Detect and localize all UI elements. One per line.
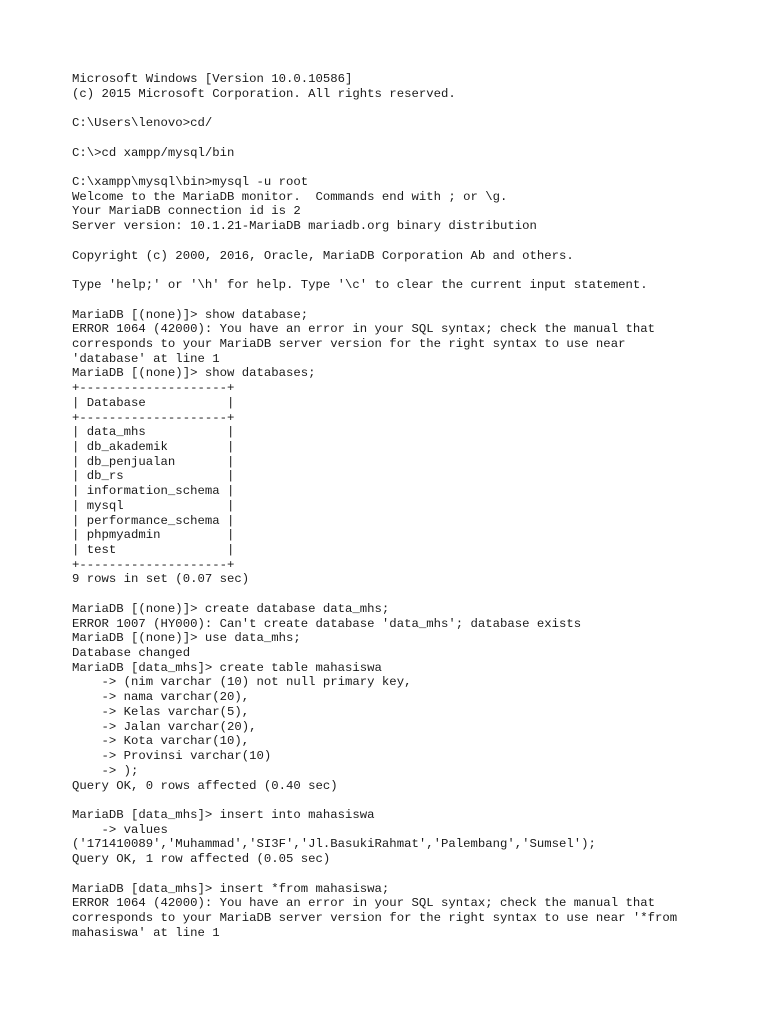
console-line: (c) 2015 Microsoft Corporation. All rights reserved. [72, 86, 456, 101]
console-line [72, 867, 677, 882]
console-line: C:\Users\lenovo>cd/ [72, 116, 213, 131]
console-line: Server version: 10.1.21-MariaDB mariadb.org binary distribution [72, 219, 537, 234]
console-line: -> Provinsi varchar(10) [72, 749, 272, 764]
console-line: MariaDB [(none)]> use data_mhs; [72, 631, 301, 646]
console-line: -> Jalan varchar(20), [72, 719, 257, 734]
console-line: MariaDB [data_mhs]> create table mahasiswa [72, 660, 382, 675]
console-line: +--------------------+ [72, 557, 235, 572]
console-line: Query OK, 1 row affected (0.05 sec) [72, 852, 331, 867]
console-line: Microsoft Windows [Version 10.0.10586] [72, 72, 353, 86]
console-line: +--------------------+ [72, 381, 235, 396]
console-line [72, 234, 677, 249]
console-line: mahasiswa' at line 1 [72, 925, 220, 940]
console-line: ERROR 1064 (42000): You have an error in your SQL syntax; check the manual that [72, 896, 655, 911]
console-line: MariaDB [(none)]> show database; [72, 307, 309, 322]
console-line [72, 101, 677, 116]
console-line: | test | [72, 543, 235, 557]
console-line: Type 'help;' or '\h' for help. Type '\c' to clear the current input statement. [72, 278, 648, 293]
console-line: 'database' at line 1 [72, 351, 220, 366]
console-line: Copyright (c) 2000, 2016, Oracle, MariaDB Corporation Ab and others. [72, 248, 574, 263]
console-line: -> Kelas varchar(5), [72, 704, 250, 719]
console-line: -> nama varchar(20), [72, 690, 250, 705]
console-line [72, 293, 677, 308]
console-line [72, 587, 677, 602]
console-line: Database changed [72, 646, 191, 661]
console-line: -> values [72, 822, 168, 837]
console-line: | db_rs | [72, 469, 235, 484]
console-line: C:\>cd xampp/mysql/bin [72, 145, 235, 160]
console-line [72, 793, 677, 808]
console-transcript [72, 72, 677, 940]
console-line: Your MariaDB connection id is 2 [72, 204, 301, 219]
console-line: | Database | [72, 395, 235, 410]
console-line [72, 131, 677, 146]
console-line: corresponds to your MariaDB server version for the right syntax to use near [72, 336, 626, 351]
console-line: ('171410089','Muhammad','SI3F','Jl.BasukiRahmat','Palembang','Sumsel'); [72, 837, 596, 852]
console-line [72, 160, 677, 175]
console-line: -> Kota varchar(10), [72, 734, 250, 749]
console-line: | mysql | [72, 498, 235, 513]
console-line [72, 263, 677, 278]
console-line: Query OK, 0 rows affected (0.40 sec) [72, 778, 338, 793]
console-line: -> (nim varchar (10) not null primary key, [72, 675, 412, 690]
console-line: ERROR 1064 (42000): You have an error in your SQL syntax; check the manual that [72, 322, 655, 337]
console-line: | information_schema | [72, 484, 235, 499]
console-line: -> ); [72, 763, 139, 778]
console-line: ERROR 1007 (HY000): Can't create database 'data_mhs'; database exists [72, 616, 582, 631]
console-line: MariaDB [(none)]> create database data_mhs; [72, 601, 390, 616]
console-line: +--------------------+ [72, 410, 235, 425]
console-line: C:\xampp\mysql\bin>mysql -u root [72, 175, 309, 190]
console-line: 9 rows in set (0.07 sec) [72, 572, 250, 587]
console-line: MariaDB [data_mhs]> insert into mahasiswa [72, 807, 375, 822]
console-line: MariaDB [(none)]> show databases; [72, 366, 316, 381]
console-line: | phpmyadmin | [72, 528, 235, 543]
console-line: | performance_schema | [72, 513, 235, 528]
console-line: corresponds to your MariaDB server version for the right syntax to use near '*from [72, 910, 678, 925]
console-line: | db_penjualan | [72, 454, 235, 469]
console-line: Welcome to the MariaDB monitor. Commands end with ; or \g. [72, 189, 508, 204]
console-line: MariaDB [data_mhs]> insert *from mahasiswa; [72, 881, 390, 896]
console-line: | data_mhs | [72, 425, 235, 440]
console-line: | db_akademik | [72, 439, 235, 454]
